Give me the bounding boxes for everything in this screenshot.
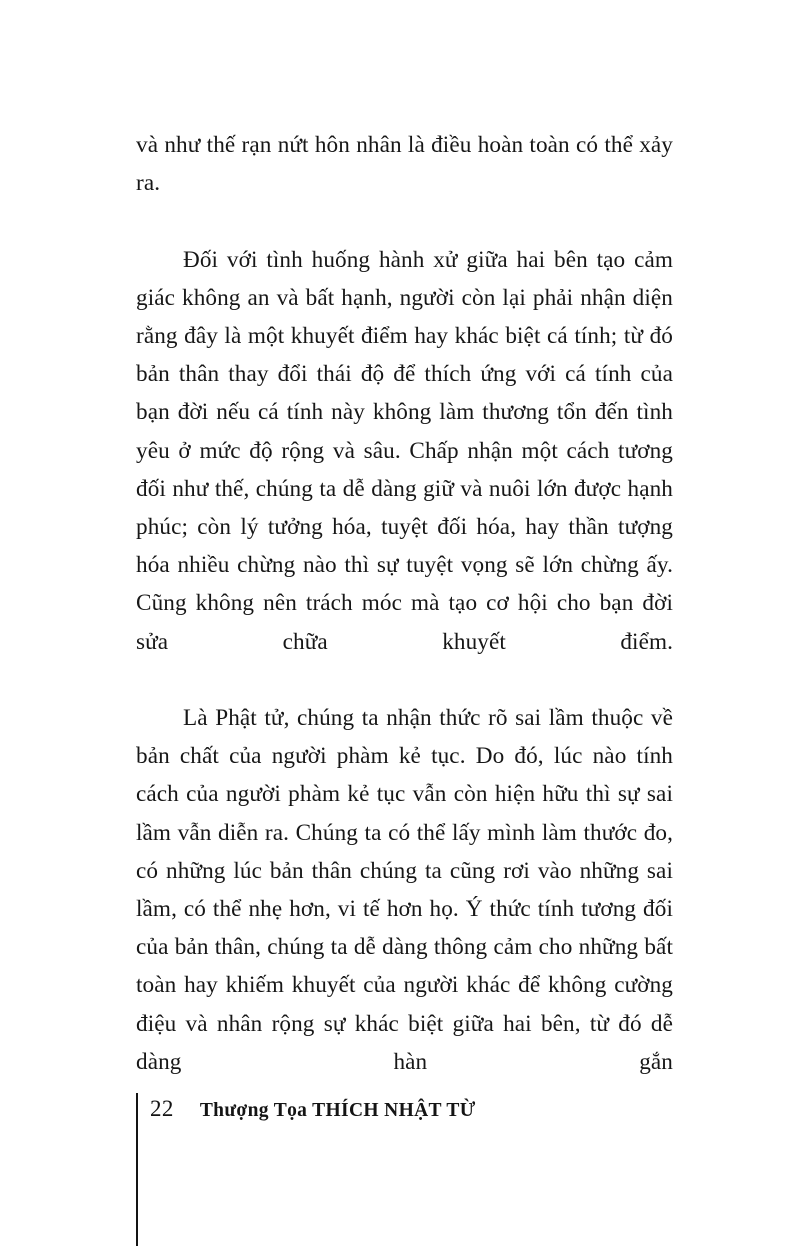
body-text-column <box>136 126 673 1119</box>
paragraph-continuation: và như thế rạn nứt hôn nhân là điều hoàn toàn có thể xảy ra. <box>136 132 673 197</box>
page-footer <box>150 1094 476 1126</box>
page-number: 22 <box>150 1096 174 1121</box>
running-head-author: Thượng Tọa THÍCH NHẬT TỪ <box>199 1100 476 1121</box>
paragraph-three: Là Phật tử, chúng ta nhận thức rõ sai lầm thuộc về bản chất của người phàm kẻ tục. Do đó, lúc nào tính cách của người phàm kẻ tục vẫn còn hiện hữu thì sự sai lầm vẫn diễn ra. Chúng ta có thể lấy mình làm thước đo, có những lúc bản thân chúng ta cũng rơi vào những sai lầm, có thể nhẹ hơn, vi tế hơn họ. Ý thức tính tương đối của bản thân, chúng ta dễ dàng thông cảm cho những bất toàn hay khiếm khuyết của người khác để không cường điệu và nhân rộng sự khác biệt giữa hai bên, từ đó dễ dàng hàn gắn <box>136 705 673 1075</box>
footer-vertical-rule <box>136 1093 138 1246</box>
paragraph-two: Đối với tình huống hành xử giữa hai bên tạo cảm giác không an và bất hạnh, người còn lại phải nhận diện rằng đây là một khuyết điểm hay khác biệt cá tính; từ đó bản thân thay đổi thái độ để thích ứng với cá tính của bạn đời nếu cá tính này không làm thương tổn đến tình yêu ở mức độ rộng và sâu. Chấp nhận một cách tương đối như thế, chúng ta dễ dàng giữ và nuôi lớn được hạnh phúc; còn lý tưởng hóa, tuyệt đối hóa, hay thần tượng hóa nhiều chừng nào thì sự tuyệt vọng sẽ lớn chừng ấy. Cũng không nên trách móc mà tạo cơ hội cho bạn đời sửa chữa khuyết điểm. <box>136 246 673 655</box>
